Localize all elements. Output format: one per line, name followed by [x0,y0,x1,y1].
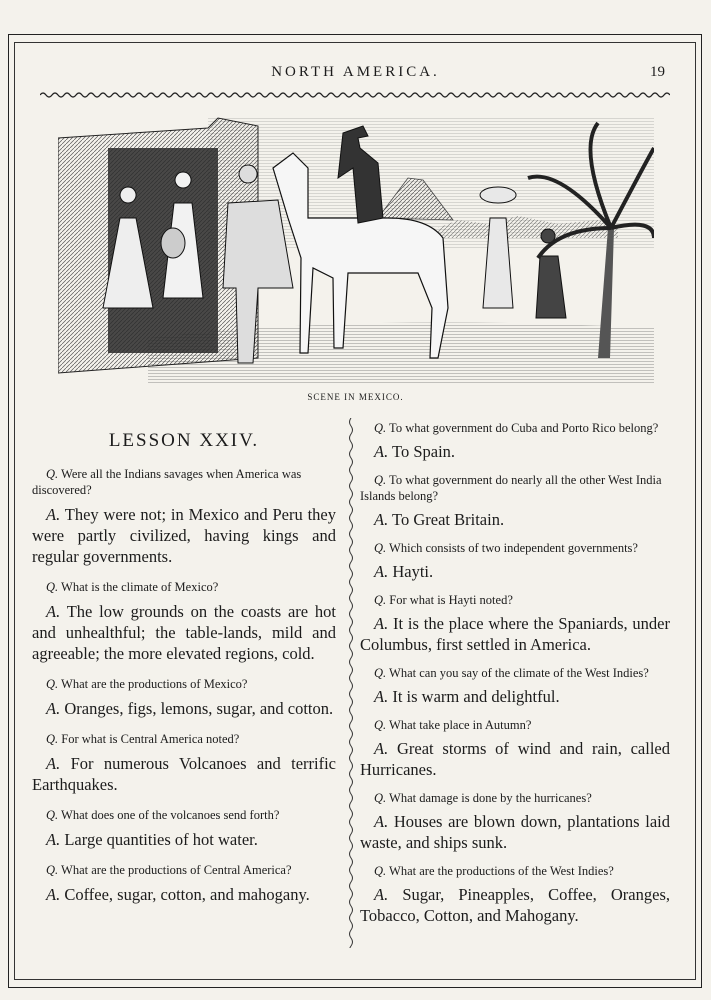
question-label: Q. [374,718,387,732]
lesson-title: LESSON XXIV. [108,430,260,451]
question-text: What does one of the volcanoes send forth? [58,808,280,822]
answer [32,829,336,850]
left-column [32,420,336,917]
question [360,863,670,879]
question [360,420,670,436]
question [32,862,336,878]
question-label: Q. [374,473,387,487]
page-number: 19 [650,64,665,80]
answer-text: Coffee, sugar, cotton, and mahogany. [60,885,310,904]
question-text: For what is Central America noted? [58,732,240,746]
question [360,790,670,806]
answer-label: A. [374,812,389,831]
answer-label: A. [374,442,389,461]
question-text: Were all the Indians savages when America was discovered? [32,467,302,497]
question-text: Which consists of two independent governments? [386,541,638,555]
answer-text: The low grounds on the coasts are hot and unhealthful; the table-lands, mild and agreeable; the more elevated regions, cold. [32,602,336,663]
answer-label: A. [46,699,61,718]
question [360,472,670,504]
question-label: Q. [46,467,59,481]
running-header-title: NORTH AMERICA. [271,64,440,80]
answer [360,738,670,780]
answer-text: They were not; in Mexico and Peru they were partly civilized, having kings and regular governments. [32,505,336,566]
answer [32,698,336,719]
answer-label: A. [374,739,389,758]
question-text: What are the productions of the West Indies? [386,864,614,878]
answer-text: To Spain. [388,442,456,461]
question-label: Q. [46,808,59,822]
answer-text: For numerous Volcanoes and terrific Earthquakes. [32,754,336,794]
answer [360,811,670,853]
question [360,592,670,608]
question [32,731,336,747]
answer-text: Hayti. [388,562,434,581]
question [360,717,670,733]
answer [360,613,670,655]
question-text: What are the productions of Mexico? [58,677,248,691]
question-label: Q. [46,732,59,746]
question-label: Q. [46,580,59,594]
answer-text: It is the place where the Spaniards, under Columbus, first settled in America. [360,614,670,654]
answer-text: Oranges, figs, lemons, sugar, and cotton. [60,699,334,718]
answer [360,884,670,926]
answer-text: Great storms of wind and rain, called Hurricanes. [360,739,670,779]
question-text: To what government do nearly all the other West India Islands belong? [360,473,662,503]
question [32,676,336,692]
answer-label: A. [374,885,389,904]
question-text: What damage is done by the hurricanes? [386,791,592,805]
question [32,579,336,595]
question-label: Q. [374,541,387,555]
answer-label: A. [46,505,61,524]
answer-label: A. [46,602,61,621]
answer-text: Houses are blown down, plantations laid waste, and ships sunk. [360,812,670,852]
question-label: Q. [374,864,387,878]
answer [360,441,670,462]
column-divider [347,418,355,948]
question-label: Q. [46,863,59,877]
question-text: What take place in Autumn? [386,718,532,732]
question-label: Q. [46,677,59,691]
answer [360,686,670,707]
right-entries [360,420,670,926]
answer-label: A. [374,614,389,633]
question-label: Q. [374,593,387,607]
answer [32,504,336,567]
question [32,466,336,498]
left-entries [32,466,336,905]
right-column [360,420,670,936]
question-text: What are the productions of Central America? [58,863,292,877]
question-text: What is the climate of Mexico? [58,580,219,594]
question [32,807,336,823]
answer-text: Large quantities of hot water. [60,830,258,849]
question-text: For what is Hayti noted? [386,593,513,607]
answer-label: A. [374,687,389,706]
question-label: Q. [374,791,387,805]
answer-text: It is warm and delightful. [388,687,560,706]
question-text: To what government do Cuba and Porto Rico belong? [386,421,659,435]
answer [32,753,336,795]
answer-text: To Great Britain. [388,510,505,529]
answer [360,509,670,530]
answer [32,601,336,664]
wavy-rule [40,90,670,100]
answer-label: A. [46,754,61,773]
answer [360,561,670,582]
answer-label: A. [46,885,61,904]
answer-text: Sugar, Pineapples, Coffee, Oranges, Tobacco, Cotton, and Mahogany. [360,885,670,925]
question-label: Q. [374,666,387,680]
question-label: Q. [374,421,387,435]
answer-label: A. [374,562,389,581]
scene-illustration [58,108,654,384]
question [360,665,670,681]
answer-label: A. [46,830,61,849]
guitar-icon [161,228,185,258]
answer [32,884,336,905]
answer-label: A. [374,510,389,529]
figure-caption: SCENE IN MEXICO. [307,392,404,402]
question [360,540,670,556]
question-text: What can you say of the climate of the West Indies? [386,666,649,680]
